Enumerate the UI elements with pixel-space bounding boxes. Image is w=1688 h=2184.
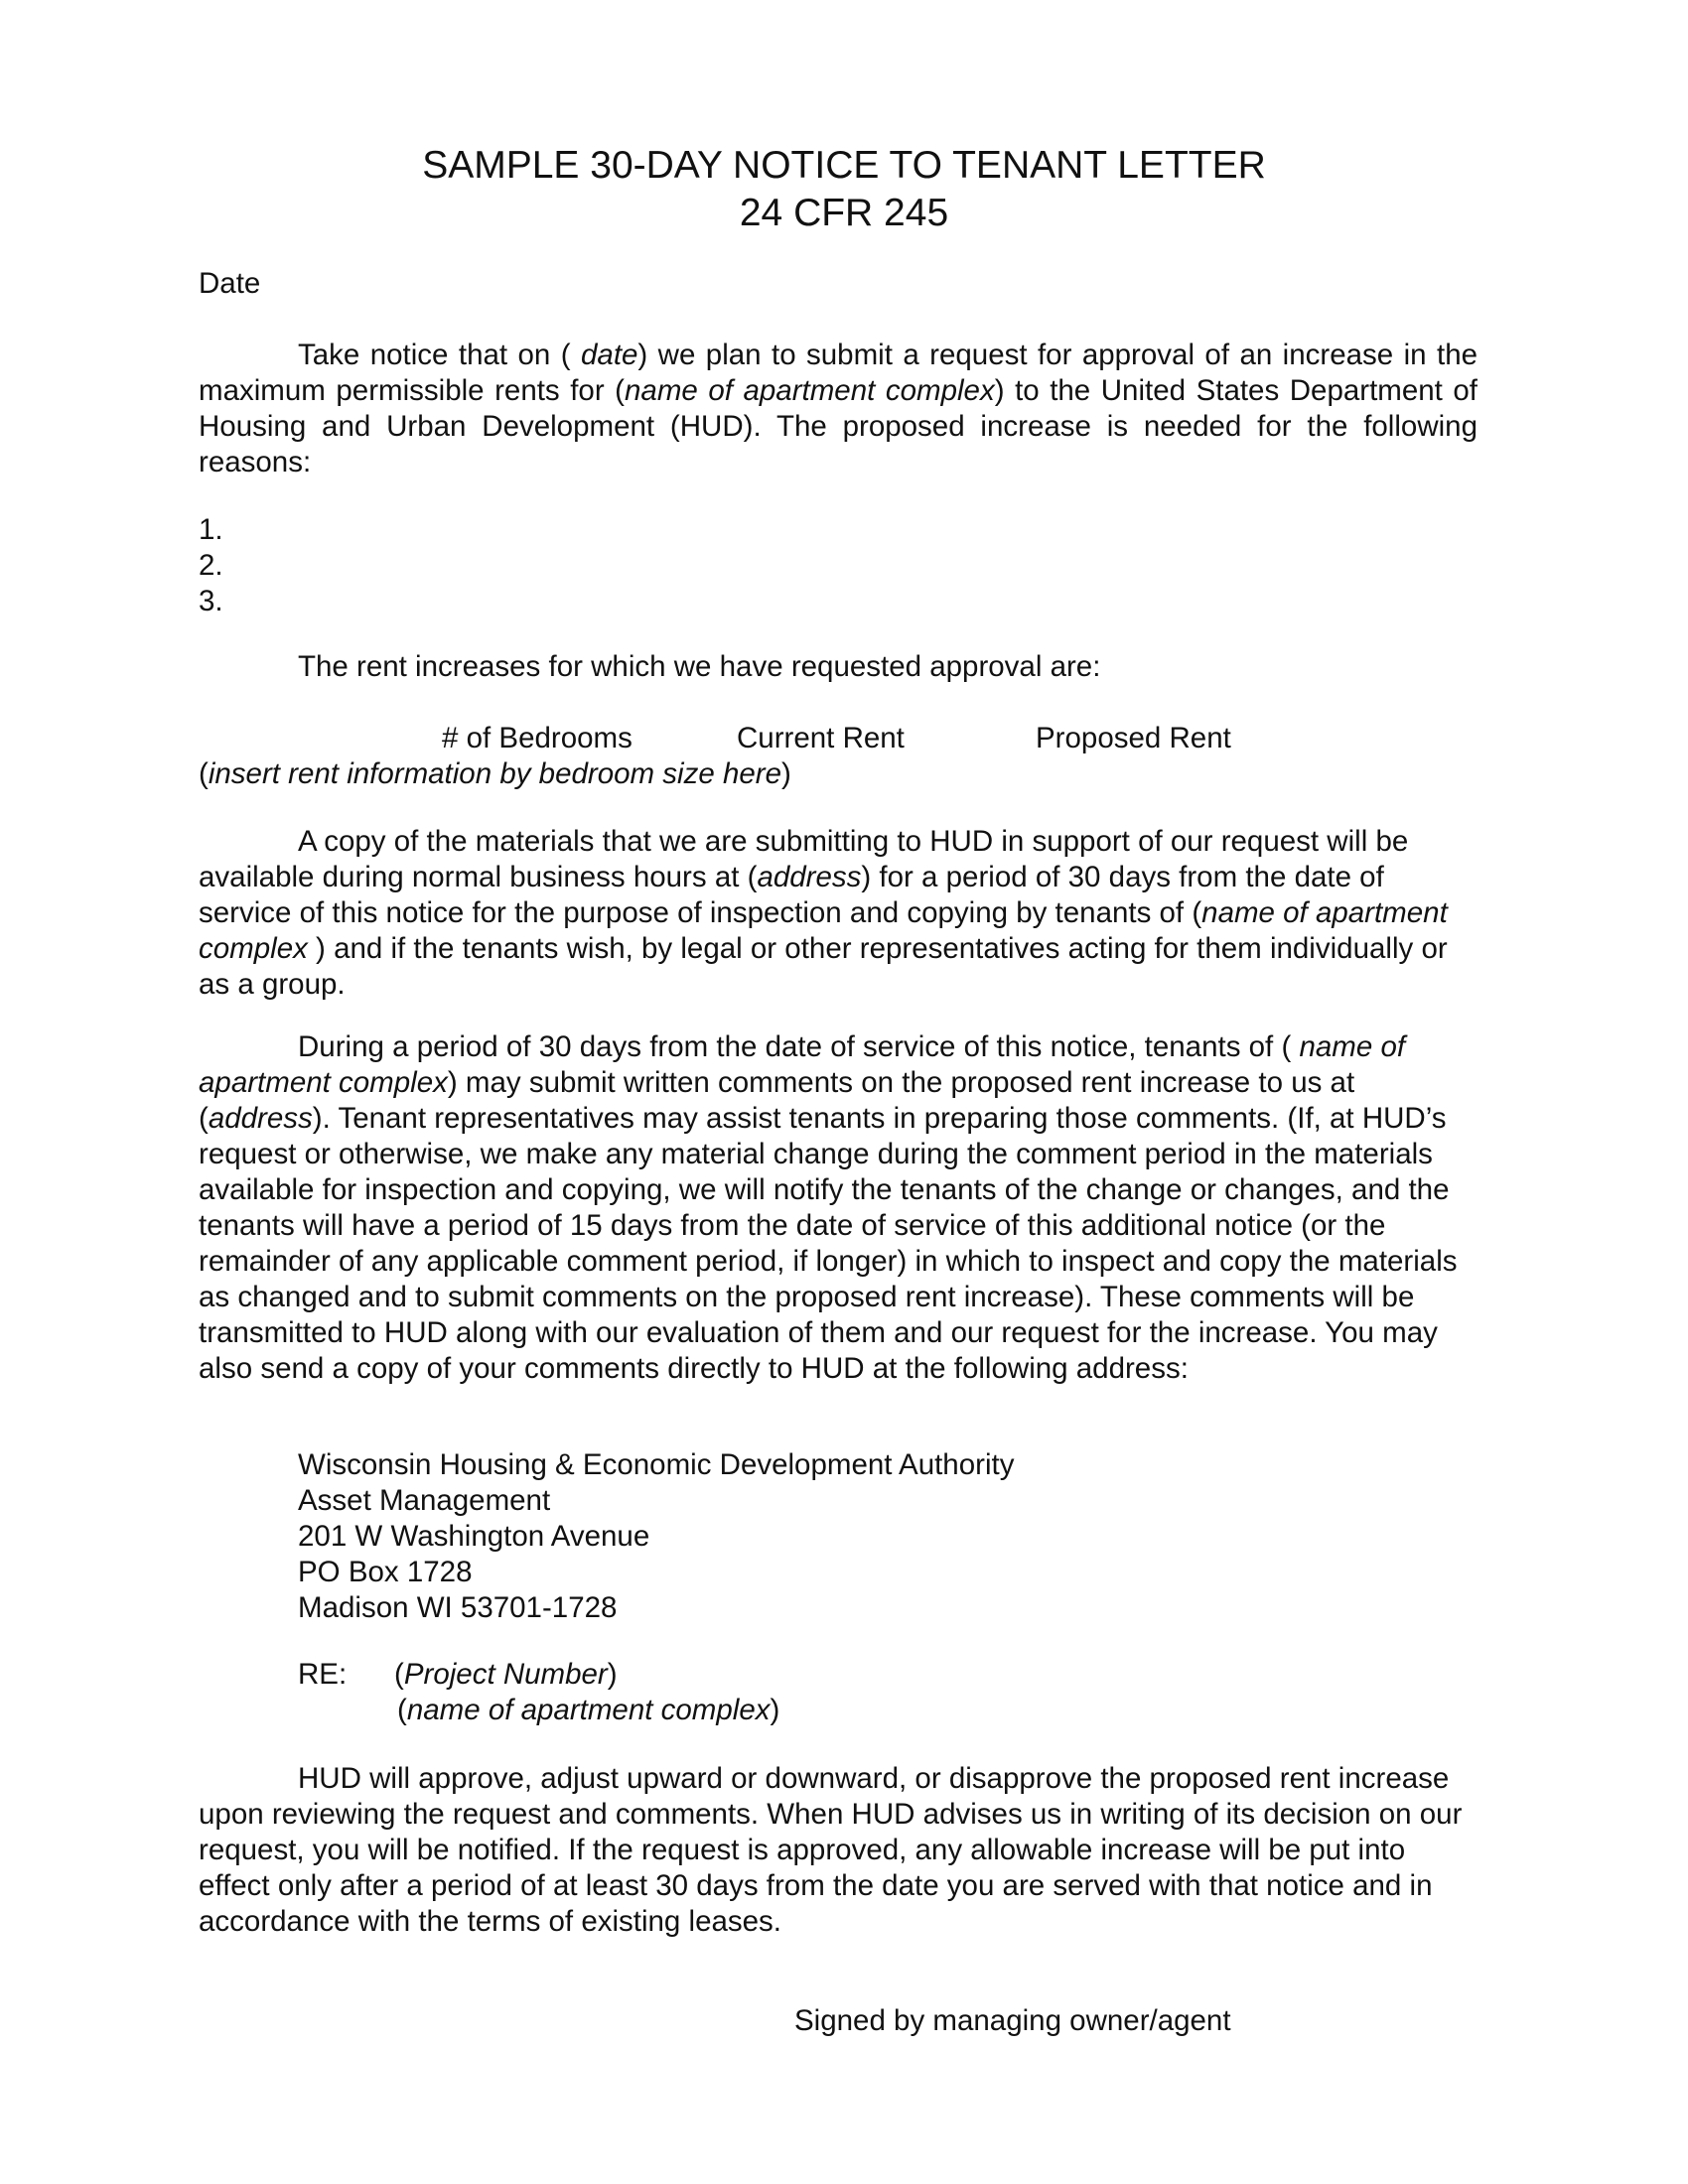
re-project-close: ): [607, 1658, 618, 1691]
approval-paragraph: HUD will approve, adjust upward or downward, or disapprove the proposed rent increase upon reviewing the request and comments. When HUD advises us in writing of its decision on our request, you will be notified. If the request is approved, any allowable increase will be put into effect only after a period of at least 30 days from the date you are served with that notice and in accordance with the terms of existing leases.: [199, 1762, 1463, 1938]
re-complex-open: (: [397, 1694, 407, 1726]
rent-note-close: ): [781, 757, 791, 790]
reasons-list: [199, 512, 1477, 619]
address-line: PO Box 1728: [298, 1556, 473, 1588]
rent-intro-text: The rent increases for which we have requested approval are:: [298, 650, 1101, 683]
comments-text-3: ). Tenant representatives may assist tenants in preparing those comments. (If, at HUD’s request or otherwise, we make any material change during the comment period in the materials available for inspection and copying, we will notify the tenants of the change or changes, and the tenants will have a period of 15 days from the date of service of this additional notice (or the remainder of any applicable comment period, if longer) in which to inspect and copy the materials as changed and to submit comments on the proposed rent increase). These comments will be transmitted to HUD along with our evaluation of them and our request for the increase. You may also send a copy of your comments directly to HUD at the following address:: [199, 1102, 1458, 1385]
hud-address-block: [298, 1447, 1014, 1626]
list-item: 1.: [199, 513, 223, 546]
address-line: Wisconsin Housing & Economic Development Authority: [298, 1448, 1015, 1481]
re-complex-close: ): [770, 1694, 780, 1726]
date-label: Date: [199, 267, 261, 300]
comments-text-2: ) may submit written comments on the proposed rent increase to us at (: [199, 1066, 1355, 1135]
address-line: Asset Management: [298, 1484, 551, 1517]
list-item: 2.: [199, 549, 223, 582]
comments-text-1: During a period of 30 days from the date of service of this notice, tenants of (: [298, 1030, 1300, 1063]
comments-address-placeholder: address: [208, 1102, 313, 1135]
re-project-open: (: [394, 1658, 404, 1691]
comments-complex-placeholder: name of apartment complex: [199, 1030, 1406, 1099]
materials-address-placeholder: address: [757, 861, 862, 893]
re-project-placeholder: Project Number: [403, 1658, 608, 1691]
re-lines: [394, 1657, 779, 1728]
document-subtitle: 24 CFR 245: [739, 192, 949, 234]
re-complex-placeholder: name of apartment complex: [406, 1694, 771, 1726]
rent-info-placeholder: [199, 756, 1477, 792]
re-label: RE:: [298, 1658, 348, 1691]
bedrooms-column-header: # of Bedrooms: [442, 722, 633, 754]
re-complex-name: [397, 1693, 779, 1728]
intro-text-1: Take notice that on (: [298, 339, 581, 371]
address-line: Madison WI 53701-1728: [298, 1591, 618, 1624]
materials-text-2: ) for a period of 30 days from the date of service of this notice for the purpose of inspection and copying by tenants of (: [199, 861, 1384, 929]
rent-note-text: insert rent information by bedroom size here: [208, 757, 781, 790]
re-project-number: [394, 1657, 779, 1693]
address-line: 201 W Washington Avenue: [298, 1520, 650, 1553]
materials-text-1: A copy of the materials that we are submitting to HUD in support of our request will be available during normal business hours at (: [199, 825, 1409, 893]
intro-text-3: ) to the United States Department of Housing and Urban Development (HUD). The proposed increase is needed for the following reasons:: [199, 374, 1478, 478]
document-title: SAMPLE 30-DAY NOTICE TO TENANT LETTER: [422, 144, 1266, 187]
intro-paragraph: [199, 338, 1477, 480]
intro-text-2: ) we plan to submit a request for approval of an increase in the maximum permissible rents for (: [199, 339, 1478, 407]
signature-line: Signed by managing owner/agent: [794, 2004, 1231, 2037]
materials-text-3: ) and if the tenants wish, by legal or other representatives acting for them individually or as a group.: [199, 932, 1448, 1001]
intro-date-placeholder: date: [581, 339, 638, 371]
current-rent-column-header: Current Rent: [737, 722, 905, 754]
rent-note-open: (: [199, 757, 209, 790]
list-item: 3.: [199, 585, 223, 617]
intro-complex-placeholder: name of apartment complex: [625, 374, 995, 407]
comments-paragraph: [199, 1029, 1477, 1387]
materials-paragraph: [199, 824, 1477, 1003]
materials-complex-placeholder: name of apartment complex: [199, 896, 1448, 965]
proposed-rent-column-header: Proposed Rent: [1036, 722, 1231, 754]
